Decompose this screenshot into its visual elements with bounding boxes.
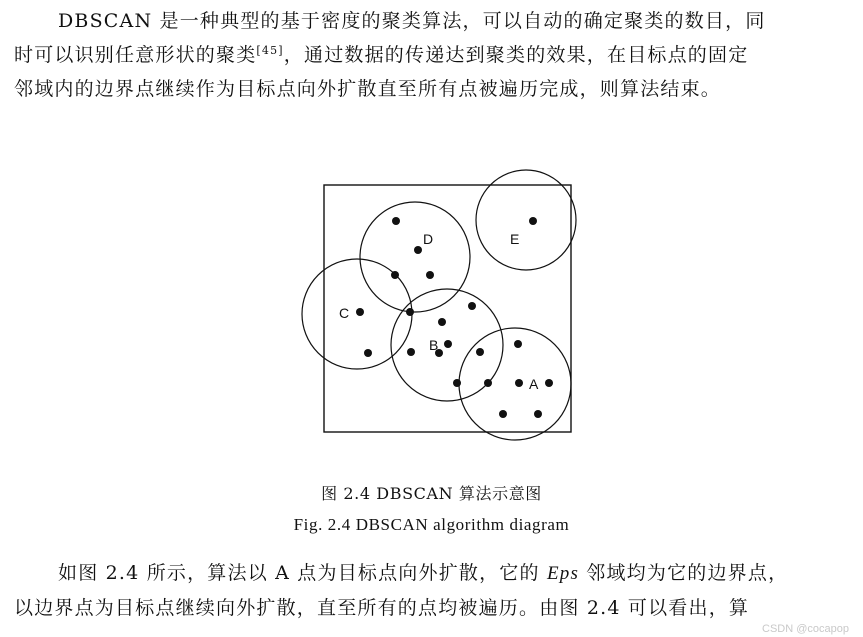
data-point: [499, 410, 507, 418]
intro-line-1: DBSCAN 是一种典型的基于密度的聚类算法，可以自动的确定聚类的数目，同: [58, 10, 766, 32]
dbscan-diagram: [300, 160, 590, 460]
citation-45[interactable]: [45]: [256, 44, 284, 57]
data-point: [426, 271, 434, 279]
intro-line-2-text-b: ，通过数据的传递达到聚类的效果，在目标点的固定: [283, 44, 749, 66]
explanation-paragraph: [14, 556, 849, 625]
cluster-label-b: B: [429, 337, 439, 353]
data-point: [407, 348, 415, 356]
cluster-label-a: A: [529, 376, 539, 392]
data-point: [414, 246, 422, 254]
cluster-label-d: D: [423, 231, 434, 247]
data-point: [534, 410, 542, 418]
explanation-line-1-text-b: 邻域均为它的边界点，: [579, 562, 789, 584]
data-point: [529, 217, 537, 225]
data-point: [468, 302, 476, 310]
intro-line-3: 邻域内的边界点继续作为目标点向外扩散直至所有点被遍历完成，则算法结束。: [14, 78, 722, 100]
intro-paragraph: [14, 4, 849, 106]
data-point: [453, 379, 461, 387]
explanation-line-2: 以边界点为目标点继续向外扩散，直至所有的点均被遍历。由图 2.4 可以看出，算: [14, 597, 750, 619]
data-point: [545, 379, 553, 387]
data-point: [356, 308, 364, 316]
cluster-label-e: E: [510, 231, 520, 247]
cluster-label-c: C: [339, 305, 350, 321]
data-point: [514, 340, 522, 348]
data-point: [364, 349, 372, 357]
intro-line-2-text-a: 时可以识别任意形状的聚类: [14, 44, 257, 66]
data-point: [515, 379, 523, 387]
data-point: [444, 340, 452, 348]
explanation-line-1: [14, 556, 849, 591]
eps-term: Eps: [546, 563, 580, 584]
intro-line-2: [14, 38, 849, 72]
data-point: [392, 217, 400, 225]
data-point: [476, 348, 484, 356]
data-point: [438, 318, 446, 326]
explanation-line-1-text-a: 如图 2.4 所示，算法以 A 点为目标点向外扩散，它的: [58, 562, 547, 584]
data-point: [484, 379, 492, 387]
data-point: [391, 271, 399, 279]
figure-caption-english: Fig. 2.4 DBSCAN algorithm diagram: [293, 515, 570, 534]
data-point: [406, 308, 414, 316]
figure-caption-chinese: 图 2.4 DBSCAN 算法示意图: [321, 484, 542, 503]
watermark: CSDN @cocapop: [762, 623, 849, 635]
eps-circle-d: [360, 202, 470, 312]
